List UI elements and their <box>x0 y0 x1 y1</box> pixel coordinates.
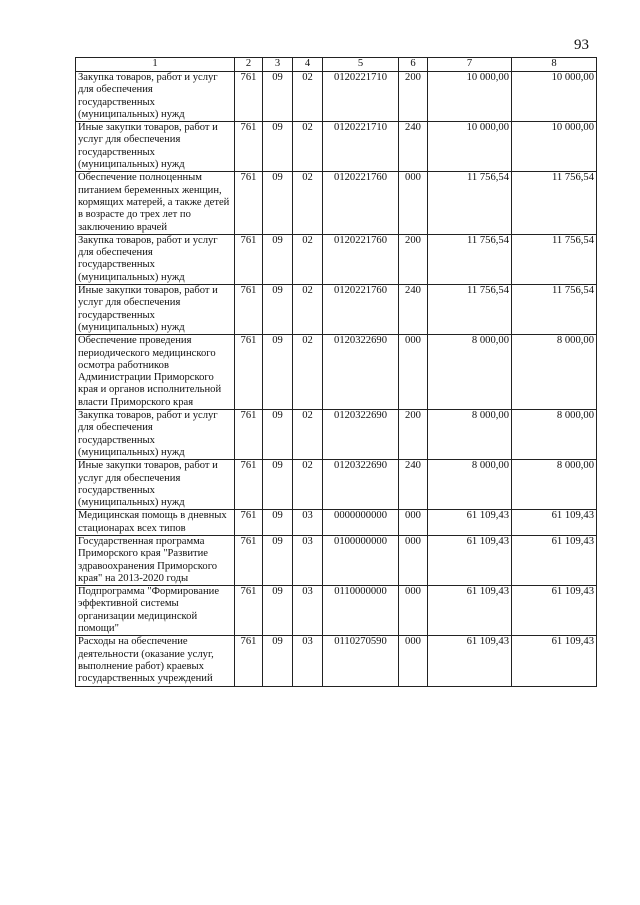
row-grbs-code: 761 <box>235 234 263 284</box>
col-header-2: 2 <box>235 58 263 72</box>
row-section-code: 09 <box>263 586 293 636</box>
table-row <box>76 460 597 510</box>
row-section-code: 09 <box>263 122 293 172</box>
row-expense-type-code: 240 <box>399 285 428 335</box>
row-amount-1: 61 109,43 <box>428 510 512 536</box>
row-expense-type-code: 240 <box>399 460 428 510</box>
row-section-code: 09 <box>263 636 293 686</box>
row-amount-1: 11 756,54 <box>428 285 512 335</box>
row-expense-type-code: 000 <box>399 636 428 686</box>
row-subsection-code: 02 <box>293 122 323 172</box>
row-target-article-code: 0120322690 <box>323 410 399 460</box>
row-name: Закупка товаров, работ и услуг для обеспечения государственных (муниципальных) нужд <box>76 410 235 460</box>
row-amount-2: 8 000,00 <box>512 410 597 460</box>
row-name: Иные закупки товаров, работ и услуг для обеспечения государственных (муниципальных) нужд <box>76 122 235 172</box>
row-grbs-code: 761 <box>235 72 263 122</box>
row-amount-2: 10 000,00 <box>512 122 597 172</box>
row-amount-2: 11 756,54 <box>512 285 597 335</box>
row-expense-type-code: 200 <box>399 410 428 460</box>
row-expense-type-code: 200 <box>399 72 428 122</box>
table-row <box>76 285 597 335</box>
row-name: Иные закупки товаров, работ и услуг для обеспечения государственных (муниципальных) нужд <box>76 460 235 510</box>
row-grbs-code: 761 <box>235 335 263 410</box>
row-target-article-code: 0120221760 <box>323 285 399 335</box>
row-expense-type-code: 000 <box>399 586 428 636</box>
row-subsection-code: 02 <box>293 72 323 122</box>
table-row <box>76 234 597 284</box>
row-name: Иные закупки товаров, работ и услуг для обеспечения государственных (муниципальных) нужд <box>76 285 235 335</box>
row-amount-2: 10 000,00 <box>512 72 597 122</box>
col-header-1: 1 <box>76 58 235 72</box>
row-grbs-code: 761 <box>235 122 263 172</box>
row-target-article-code: 0120221710 <box>323 122 399 172</box>
row-section-code: 09 <box>263 72 293 122</box>
row-amount-1: 61 109,43 <box>428 586 512 636</box>
row-target-article-code: 0120221760 <box>323 172 399 234</box>
row-target-article-code: 0100000000 <box>323 535 399 585</box>
table-row <box>76 72 597 122</box>
row-expense-type-code: 240 <box>399 122 428 172</box>
row-name: Обеспечение полноценным питанием беременных женщин, кормящих матерей, а также детей в возрасте до трех лет по заключению врачей <box>76 172 235 234</box>
row-target-article-code: 0120221710 <box>323 72 399 122</box>
row-section-code: 09 <box>263 460 293 510</box>
row-amount-1: 11 756,54 <box>428 234 512 284</box>
row-name: Закупка товаров, работ и услуг для обеспечения государственных (муниципальных) нужд <box>76 234 235 284</box>
row-subsection-code: 03 <box>293 636 323 686</box>
row-amount-1: 61 109,43 <box>428 535 512 585</box>
table-row <box>76 586 597 636</box>
row-amount-2: 11 756,54 <box>512 172 597 234</box>
row-amount-1: 11 756,54 <box>428 172 512 234</box>
row-section-code: 09 <box>263 535 293 585</box>
col-header-3: 3 <box>263 58 293 72</box>
row-name: Расходы на обеспечение деятельности (оказание услуг, выполнение работ) краевых государственных учреждений <box>76 636 235 686</box>
row-expense-type-code: 200 <box>399 234 428 284</box>
row-amount-2: 61 109,43 <box>512 636 597 686</box>
table-row <box>76 535 597 585</box>
header-row <box>76 58 597 72</box>
row-target-article-code: 0120322690 <box>323 335 399 410</box>
row-expense-type-code: 000 <box>399 172 428 234</box>
row-section-code: 09 <box>263 335 293 410</box>
row-target-article-code: 0110000000 <box>323 586 399 636</box>
table-row <box>76 636 597 686</box>
row-grbs-code: 761 <box>235 172 263 234</box>
row-amount-2: 8 000,00 <box>512 460 597 510</box>
row-amount-2: 8 000,00 <box>512 335 597 410</box>
row-grbs-code: 761 <box>235 460 263 510</box>
col-header-5: 5 <box>323 58 399 72</box>
table-row <box>76 410 597 460</box>
row-name: Закупка товаров, работ и услуг для обеспечения государственных (муниципальных) нужд <box>76 72 235 122</box>
row-subsection-code: 02 <box>293 460 323 510</box>
row-amount-1: 8 000,00 <box>428 410 512 460</box>
row-name: Медицинская помощь в дневных стационарах всех типов <box>76 510 235 536</box>
row-name: Обеспечение проведения периодического медицинского осмотра работников Администрации Приморского края и органов исполнительной власти Приморского края <box>76 335 235 410</box>
row-grbs-code: 761 <box>235 285 263 335</box>
row-section-code: 09 <box>263 410 293 460</box>
row-grbs-code: 761 <box>235 535 263 585</box>
row-subsection-code: 03 <box>293 535 323 585</box>
col-header-8: 8 <box>512 58 597 72</box>
row-name: Государственная программа Приморского края "Развитие здравоохранения Приморского края" на 2013-2020 годы <box>76 535 235 585</box>
row-section-code: 09 <box>263 510 293 536</box>
row-expense-type-code: 000 <box>399 335 428 410</box>
col-header-6: 6 <box>399 58 428 72</box>
row-expense-type-code: 000 <box>399 535 428 585</box>
col-header-7: 7 <box>428 58 512 72</box>
row-section-code: 09 <box>263 285 293 335</box>
row-amount-2: 61 109,43 <box>512 535 597 585</box>
row-amount-1: 8 000,00 <box>428 335 512 410</box>
row-amount-1: 10 000,00 <box>428 72 512 122</box>
row-amount-2: 61 109,43 <box>512 510 597 536</box>
row-amount-1: 8 000,00 <box>428 460 512 510</box>
row-amount-2: 61 109,43 <box>512 586 597 636</box>
row-grbs-code: 761 <box>235 410 263 460</box>
col-header-4: 4 <box>293 58 323 72</box>
table-row <box>76 122 597 172</box>
row-subsection-code: 03 <box>293 586 323 636</box>
row-subsection-code: 03 <box>293 510 323 536</box>
row-target-article-code: 0110270590 <box>323 636 399 686</box>
row-amount-1: 61 109,43 <box>428 636 512 686</box>
table-row <box>76 335 597 410</box>
row-name: Подпрограмма "Формирование эффективной системы организации медицинской помощи" <box>76 586 235 636</box>
page-number: 93 <box>574 37 589 53</box>
row-subsection-code: 02 <box>293 410 323 460</box>
row-subsection-code: 02 <box>293 234 323 284</box>
row-amount-1: 10 000,00 <box>428 122 512 172</box>
row-grbs-code: 761 <box>235 586 263 636</box>
row-subsection-code: 02 <box>293 335 323 410</box>
row-subsection-code: 02 <box>293 285 323 335</box>
row-section-code: 09 <box>263 234 293 284</box>
row-grbs-code: 761 <box>235 510 263 536</box>
budget-table <box>75 57 597 687</box>
table-row <box>76 510 597 536</box>
table-row <box>76 172 597 234</box>
row-target-article-code: 0120322690 <box>323 460 399 510</box>
row-amount-2: 11 756,54 <box>512 234 597 284</box>
row-subsection-code: 02 <box>293 172 323 234</box>
row-section-code: 09 <box>263 172 293 234</box>
row-expense-type-code: 000 <box>399 510 428 536</box>
row-target-article-code: 0120221760 <box>323 234 399 284</box>
row-target-article-code: 0000000000 <box>323 510 399 536</box>
row-grbs-code: 761 <box>235 636 263 686</box>
